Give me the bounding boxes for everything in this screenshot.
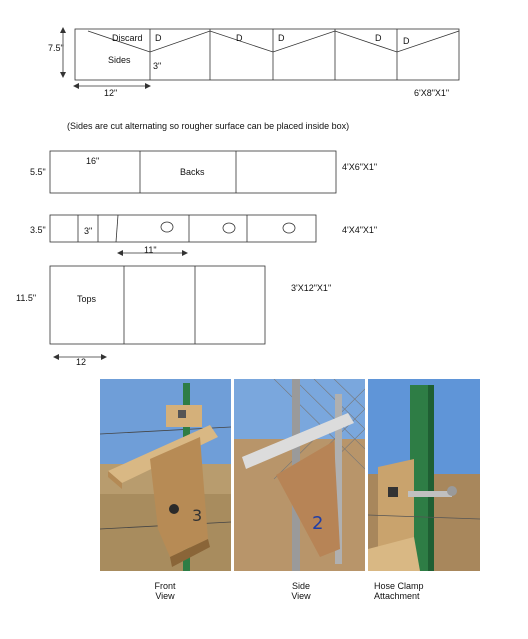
fronts-height-dim: 3.5" — [30, 225, 46, 235]
backs-label: Backs — [180, 167, 205, 177]
side-view-caption — [266, 581, 336, 601]
tops-board-outline — [50, 266, 265, 344]
caption-line: Front — [154, 581, 176, 591]
backs-height-dim: 5.5" — [30, 167, 46, 177]
d-label: D — [155, 33, 162, 43]
fronts-inner-dim: 3" — [84, 226, 93, 236]
fronts-length-dim: 11" — [144, 245, 157, 255]
fronts-stock-size: 4'X4"X1" — [342, 225, 378, 235]
caption-line: View — [291, 591, 311, 601]
d-label: D — [278, 33, 285, 43]
entrance-hole — [223, 223, 235, 233]
tops-width-dim: 12 — [76, 357, 87, 367]
entrance-hole — [161, 222, 173, 232]
d-label: D — [403, 36, 410, 46]
d-label: D — [375, 33, 382, 43]
discard-label: Discard — [112, 33, 143, 43]
d-label: D — [236, 33, 243, 43]
tops-stock-size: 3'X12"X1" — [291, 283, 332, 293]
hose-clamp-photo — [368, 379, 480, 571]
caption-line: Side — [291, 581, 310, 591]
caption-line: View — [155, 591, 175, 601]
tops-label: Tops — [77, 294, 97, 304]
side-stock-size: 6'X8"X1" — [414, 88, 450, 98]
caption-line: Hose Clamp — [374, 581, 424, 591]
side-height-dim: 7.5" — [48, 43, 64, 53]
birdhouse-side-photo — [234, 379, 365, 571]
sides-label: Sides — [108, 55, 131, 65]
entrance-hole — [283, 223, 295, 233]
caption-line: Attachment — [374, 591, 420, 601]
svg-text:3: 3 — [192, 506, 203, 525]
fronts-board-cut-line — [116, 215, 118, 242]
birdhouse-front-photo — [100, 379, 231, 571]
side-width-dim: 12" — [104, 88, 118, 98]
front-view-caption — [130, 581, 200, 601]
cutting-note: (Sides are cut alternating so rougher surface can be placed inside box) — [67, 121, 350, 131]
side-inner-dim: 3" — [153, 61, 162, 71]
backs-stock-size: 4'X6"X1" — [342, 162, 378, 172]
backs-width-dim: 16" — [86, 156, 100, 166]
tops-height-dim: 11.5" — [16, 293, 37, 303]
hose-clamp-caption — [374, 581, 454, 601]
svg-text:2: 2 — [312, 513, 324, 534]
